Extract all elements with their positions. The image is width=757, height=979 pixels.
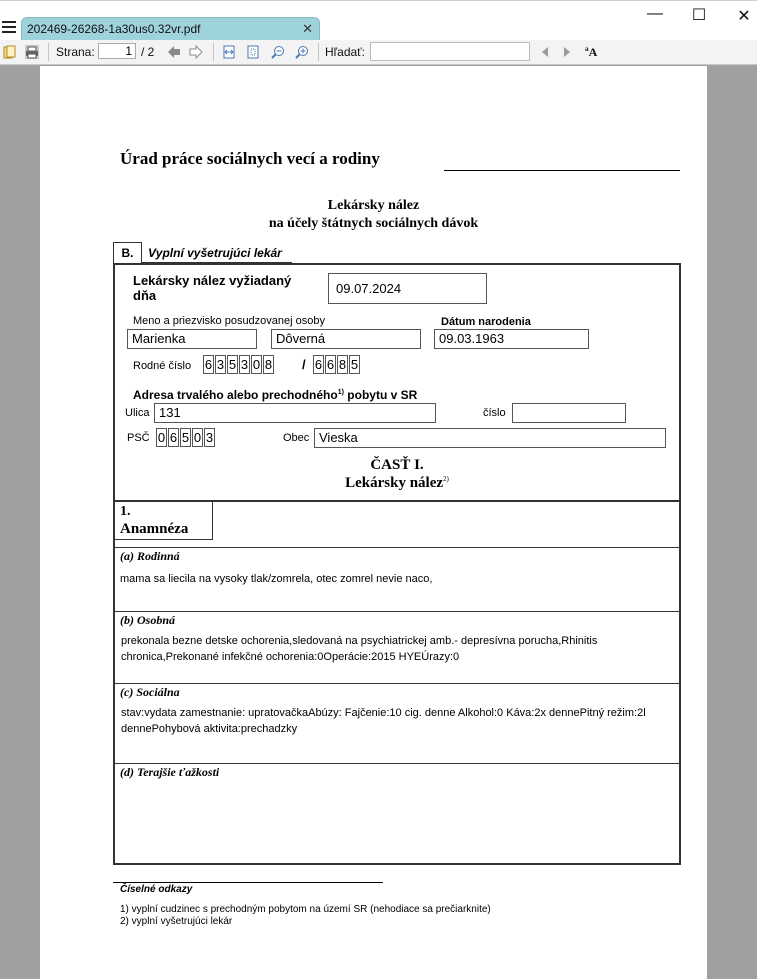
divider-c	[113, 683, 681, 684]
search-label: Hľadať:	[325, 45, 366, 59]
part-subtitle-wrap	[113, 475, 681, 492]
digit-box[interactable]: 0	[252, 357, 261, 372]
digit-box[interactable]: 3	[216, 357, 225, 372]
open-file-icon	[3, 45, 17, 59]
city-field[interactable]: Vieska	[314, 428, 666, 448]
zoom-out-button[interactable]	[271, 44, 285, 60]
digit-box[interactable]: 6	[326, 357, 335, 372]
part-sup: 2)	[443, 475, 449, 483]
rc-label: Rodné číslo	[133, 360, 192, 372]
document-tab[interactable]	[21, 17, 320, 40]
number-field[interactable]	[512, 403, 626, 423]
find-next-button[interactable]	[560, 44, 574, 60]
toolbar	[0, 40, 757, 65]
street-label: Ulica	[125, 407, 150, 419]
close-window-button[interactable]: ✕	[737, 8, 751, 25]
section-letter: B.	[113, 242, 142, 264]
digit-box[interactable]: 8	[338, 357, 347, 372]
digit-box[interactable]: 6	[314, 357, 323, 372]
zoom-in-icon	[295, 45, 309, 59]
name-label: Meno a priezvisko posudzovanej osoby	[133, 315, 326, 327]
anamnesis-num: 1.	[120, 504, 131, 519]
doc-title: Lekársky nález	[327, 198, 420, 213]
doc-subtitle: na účely štátnych sociálnych dávok	[268, 216, 479, 231]
viewer-background	[707, 66, 757, 979]
social-text: stav:vydata zamestnanie: upratovačkaAbúzy: Fajčenie:10 cig. denne Alkohol:0 Káva:2x dennePitný režim:2l dennePohybová aktivita:prechadzky	[121, 707, 646, 735]
find-previous-button[interactable]	[538, 44, 552, 60]
tab-title: 202469-26268-1a30us0.32vr.pdf	[27, 22, 201, 36]
zoom-out-icon	[271, 45, 285, 59]
personal-label: (b) Osobná	[120, 613, 176, 627]
menu-icon[interactable]	[2, 21, 16, 32]
current-label: (d) Terajšie ťažkosti	[120, 765, 220, 779]
digit-box[interactable]: 3	[205, 430, 214, 445]
previous-page-button[interactable]	[167, 44, 181, 60]
maximize-button[interactable]: ☐	[691, 7, 707, 24]
address-label	[133, 388, 417, 402]
dob-label: Dátum narodenia	[441, 316, 531, 328]
arrow-left-icon	[167, 45, 181, 59]
digit-box[interactable]: 5	[228, 357, 237, 372]
requested-date-field[interactable]: 09.07.2024	[328, 273, 487, 304]
anamnesis-label: Anamnéza	[120, 521, 189, 537]
personal-text: prekonala bezne detske ochorenia,sledovaná na psychiatrickej amb.- depresívna porucha,Rhinitis chronica,Prekonané infekčné ochorenia:0Operácie:2015 HYEÚrazy:0	[121, 635, 598, 663]
digit-box[interactable]: 6	[204, 357, 213, 372]
print-icon	[25, 45, 39, 59]
address-label-end: pobytu v SR	[343, 388, 418, 402]
footnote-1: 1) vyplní cudzinec s prechodným pobytom na území SR (nehodiace sa prečiarknite)	[120, 904, 491, 915]
part-title: ČASŤ I.	[370, 457, 424, 473]
family-label: (a) Rodinná	[120, 549, 180, 563]
last-name-field[interactable]: Dôverná	[271, 329, 421, 349]
open-file-button[interactable]	[3, 44, 17, 60]
part-subtitle: Lekársky nález	[345, 475, 444, 491]
fit-page-button[interactable]	[246, 44, 260, 60]
first-name-field[interactable]: Marienka	[127, 329, 257, 349]
digit-box[interactable]: 3	[240, 357, 249, 372]
digit-box[interactable]: 6	[169, 430, 178, 445]
office-title: Úrad práce sociálnych vecí a rodiny	[120, 149, 380, 168]
family-text: mama sa liecila na vysoky tlak/zomrela, otec zomrel nevie naco,	[120, 573, 433, 585]
city-label: Obec	[283, 432, 310, 444]
digit-box[interactable]: 8	[264, 357, 273, 372]
close-tab-icon[interactable]: ✕	[302, 21, 313, 36]
number-label: číslo	[483, 407, 506, 419]
fit-width-button[interactable]	[222, 44, 236, 60]
psc-label: PSČ	[127, 432, 150, 444]
dob-field[interactable]: 09.03.1963	[434, 329, 589, 349]
next-page-button[interactable]	[189, 44, 203, 60]
social-label: (c) Sociálna	[120, 685, 180, 699]
fit-width-icon	[222, 45, 236, 59]
digit-box[interactable]: 5	[181, 430, 190, 445]
arrow-right-icon	[189, 45, 203, 59]
fit-page-icon	[246, 45, 260, 59]
divider-b	[113, 611, 681, 612]
digit-box[interactable]: 0	[157, 430, 166, 445]
rc-slash: /	[302, 357, 306, 372]
title-bar	[0, 0, 757, 41]
divider-d	[113, 763, 681, 764]
office-line	[444, 170, 680, 171]
zoom-in-button[interactable]	[295, 44, 309, 60]
footnote-line	[113, 882, 383, 883]
digit-box[interactable]: 5	[350, 357, 359, 372]
match-case-icon: ªA	[585, 44, 598, 59]
page-label: Strana:	[56, 45, 95, 59]
page-total: / 2	[141, 45, 155, 59]
footnote-2: 2) vyplní vyšetrujúci lekár	[120, 916, 233, 927]
pdf-page	[40, 66, 707, 979]
print-button[interactable]	[25, 44, 39, 60]
footnotes-title: Číselné odkazy	[120, 884, 193, 895]
street-field[interactable]: 131	[154, 403, 436, 423]
digit-box[interactable]: 0	[193, 430, 202, 445]
match-case-button[interactable]	[585, 44, 597, 60]
address-sup: 1)	[337, 389, 344, 396]
section-title: Vyplní vyšetrujúci lekár	[148, 246, 282, 260]
page-number-input[interactable]: 1	[98, 43, 136, 59]
triangle-left-icon	[538, 45, 552, 59]
requested-label: Lekársky nález vyžiadaný dňa	[133, 273, 292, 303]
divider-a	[113, 547, 681, 548]
search-input[interactable]	[370, 42, 530, 61]
address-label-text: Adresa trvalého alebo prechodného	[133, 388, 338, 402]
triangle-right-icon	[560, 45, 574, 59]
minimize-button[interactable]: —	[647, 5, 663, 22]
